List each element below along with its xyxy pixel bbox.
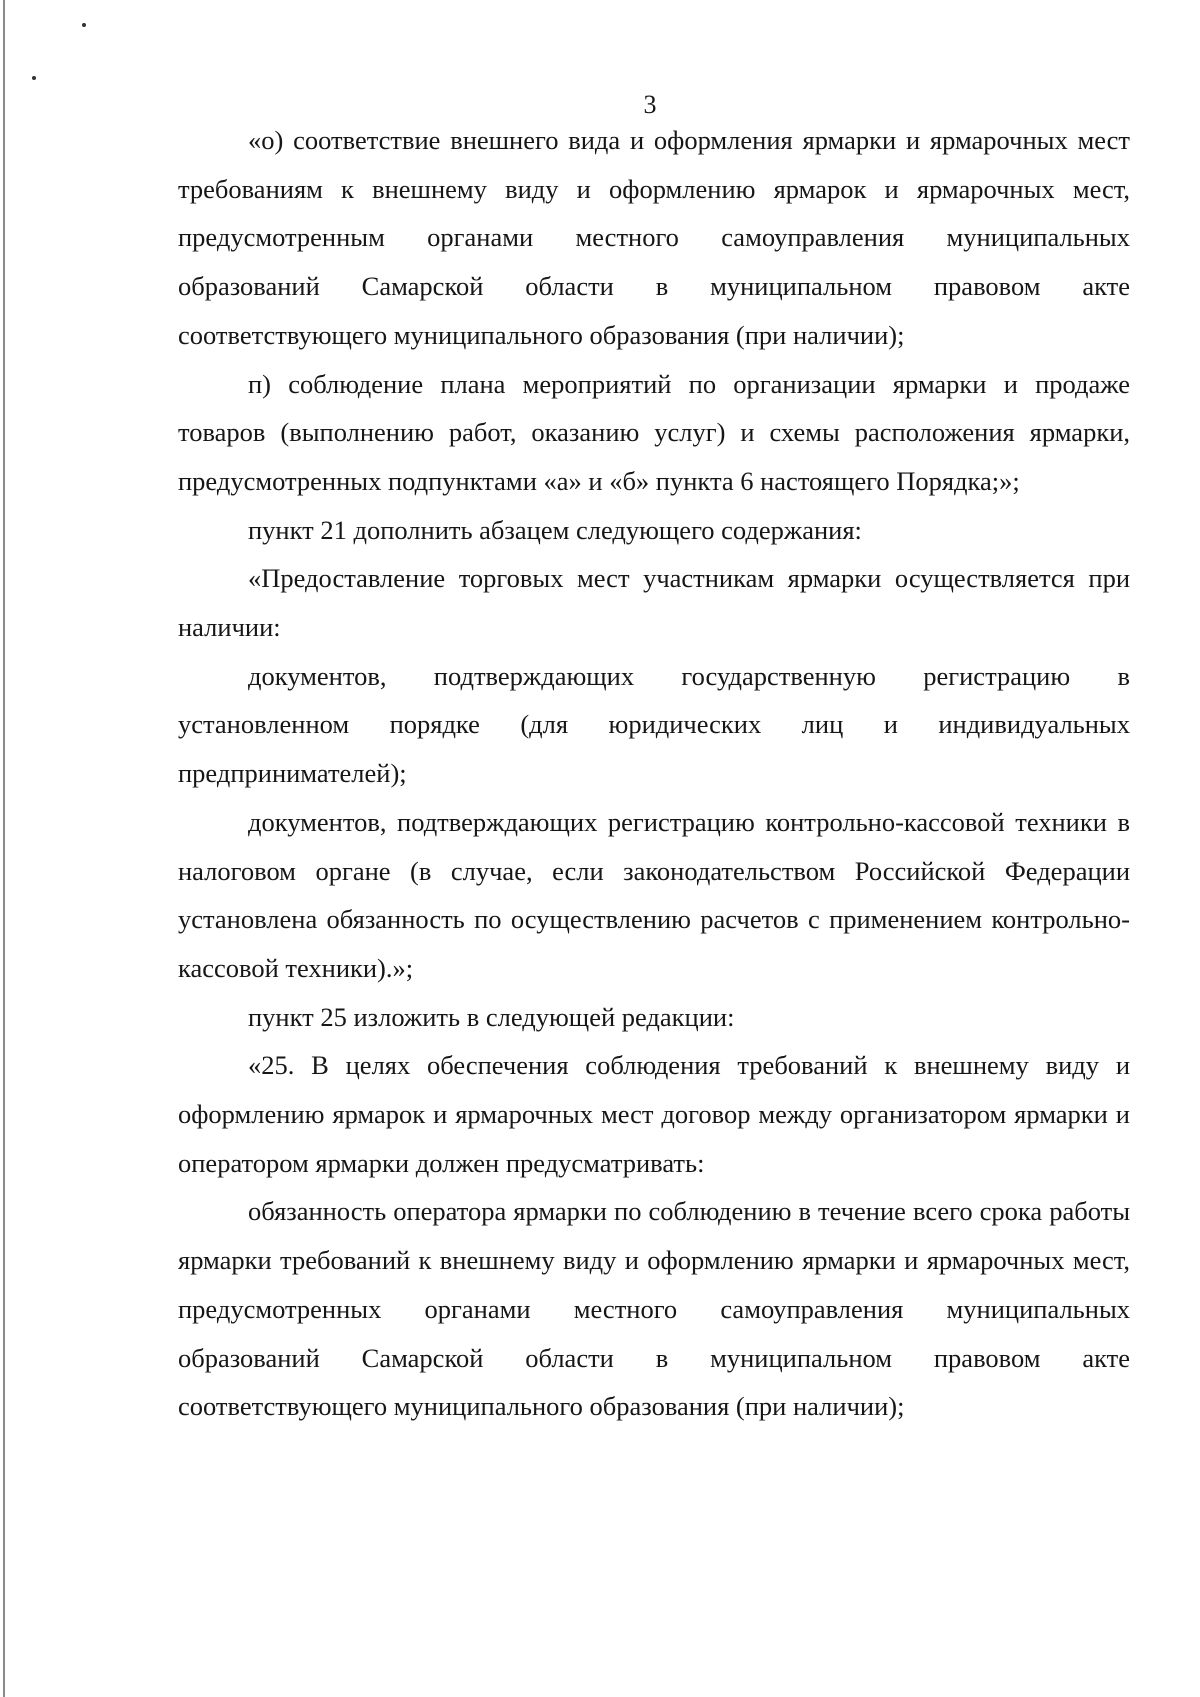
scan-speck [82,23,86,27]
paragraph-operator-obligation: обязанность оператора ярмарки по соблюдению в течение всего срока работы ярмарки требований к внешнему виду и оформлению ярмарки и ярмарочных мест, предусмотренных органами местного самоуправления муниципальных образований Самарской области в муниципальном правовом акте соответствующего муниципального образования (при наличии); [178,1196,1130,1422]
paragraph-cash-register-documents: документов, подтверждающих регистрацию контрольно-кассовой техники в налоговом органе (в случае, если законодательством Российской Федерации установлена обязанность по осуществлению расчетов с применением контрольно-кассовой техники).»; [178,806,1130,983]
paragraph-amend-point-25: пункт 25 изложить в следующей редакции: [248,1001,735,1032]
scan-left-edge [3,0,5,1697]
scan-speck [32,76,36,80]
paragraph-item-p: п) соблюдение плана мероприятий по организации ярмарки и продаже товаров (выполнению работ, оказанию услуг) и схемы расположения ярмарки, предусмотренных подпунктами «а» и «б» пункта 6 настоящего Порядка;»; [178,368,1130,496]
page-number: 3 [643,90,657,119]
document-body [178,116,1130,1431]
paragraph-point-25: «25. В целях обеспечения соблюдения требований к внешнему виду и оформлению ярмарок и ярмарочных мест договор между организатором ярмарки и оператором ярмарки должен предусматривать: [178,1050,1130,1178]
paragraph-amend-point-21: пункт 21 дополнить абзацем следующего содержания: [248,514,862,545]
paragraph-trading-places: «Предоставление торговых мест участникам ярмарки осуществляется при наличии: [178,563,1130,643]
paragraph-item-o: «о) соответствие внешнего вида и оформления ярмарки и ярмарочных мест требованиям к внешнему виду и оформлению ярмарок и ярмарочных мест, предусмотренным органами местного самоуправления муниципальных образований Самарской области в муниципальном правовом акте соответствующего муниципального образования (при наличии); [178,125,1130,350]
paragraph-registration-documents: документов, подтверждающих государственную регистрацию в установленном порядке (для юридических лиц и индивидуальных предпринимателей); [178,660,1130,789]
